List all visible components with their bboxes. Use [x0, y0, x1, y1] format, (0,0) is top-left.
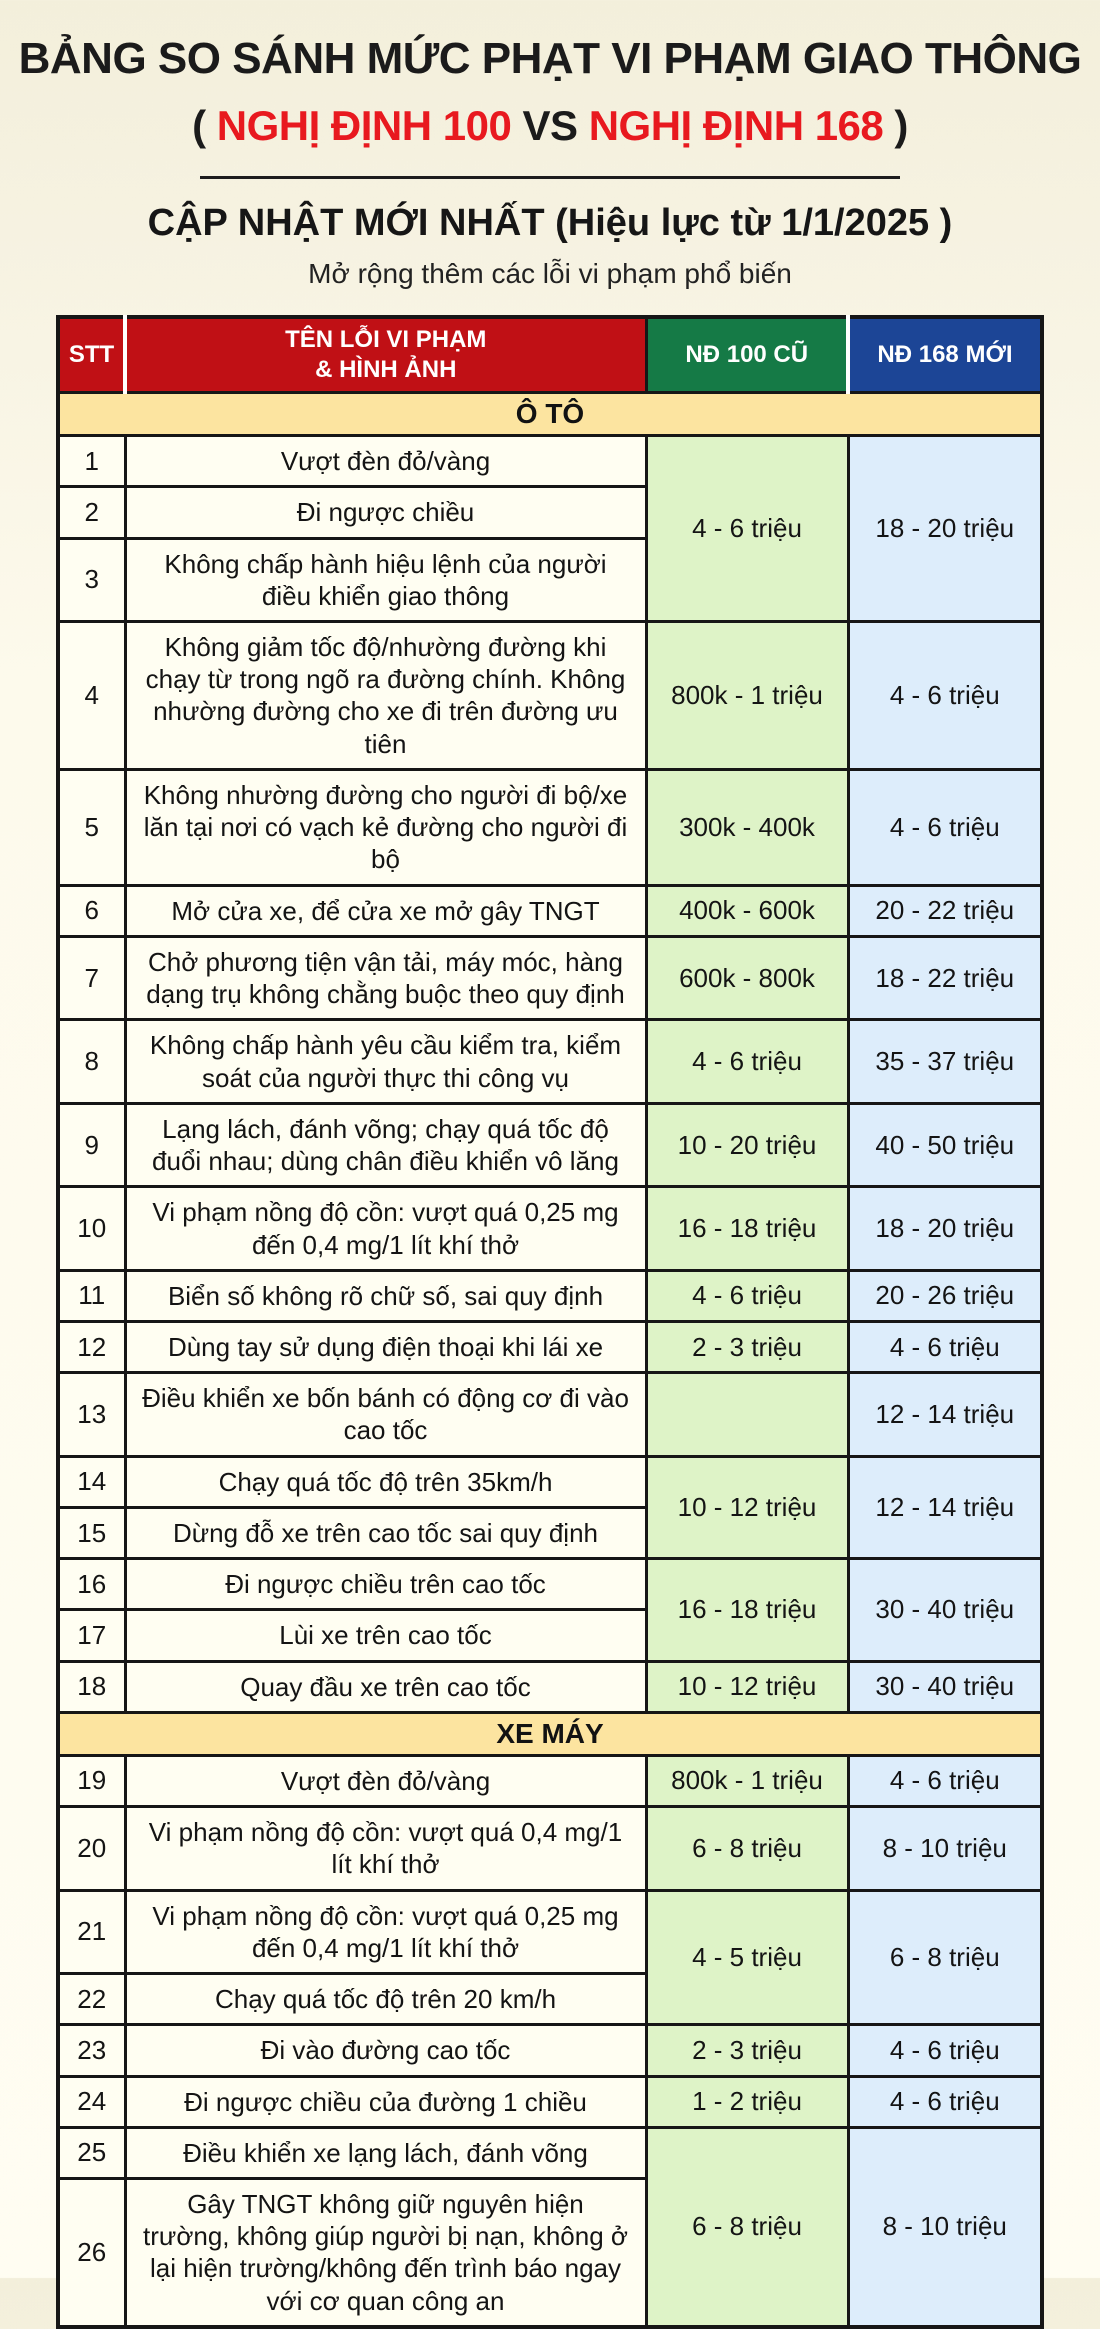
violation-name: Vi phạm nồng độ cồn: vượt quá 0,25 mg đến 0,4 mg/1 lít khí thở — [125, 1187, 646, 1270]
violation-name: Gây TNGT không giữ nguyên hiện trường, không giúp người bị nạn, không ở lại hiện trường/không đến trình báo ngay với cơ quan công an — [125, 2178, 646, 2326]
update-title: CẬP NHẬT MỚI NHẤT (Hiệu lực từ 1/1/2025 ) — [147, 201, 953, 244]
row-number: 17 — [58, 1610, 125, 1661]
table-row — [58, 769, 1042, 885]
fine-nd168: 18 - 20 triệu — [848, 436, 1042, 622]
table-row — [58, 436, 1042, 487]
table-row — [58, 1807, 1042, 1890]
table-body — [58, 393, 1042, 2327]
fine-nd168: 20 - 26 triệu — [848, 1270, 1042, 1321]
col-header-stt: STT — [58, 317, 125, 393]
violation-name: Không chấp hành hiệu lệnh của người điều khiển giao thông — [125, 538, 646, 621]
fine-nd168: 4 - 6 triệu — [848, 2076, 1042, 2127]
fine-nd100: 1 - 2 triệu — [646, 2076, 848, 2127]
row-number: 18 — [58, 1661, 125, 1712]
fine-nd100: 400k - 600k — [646, 885, 848, 936]
fine-nd168: 18 - 20 triệu — [848, 1187, 1042, 1270]
row-number: 16 — [58, 1559, 125, 1610]
violation-name: Chạy quá tốc độ trên 20 km/h — [125, 1974, 646, 2025]
section-row — [58, 1712, 1042, 1755]
decree-168-label: NGHỊ ĐỊNH 168 — [588, 102, 884, 150]
row-number: 13 — [58, 1373, 125, 1456]
fine-nd168: 4 - 6 triệu — [848, 2025, 1042, 2076]
row-number: 9 — [58, 1103, 125, 1186]
row-number: 19 — [58, 1755, 125, 1806]
section-row — [58, 393, 1042, 436]
row-number: 2 — [58, 487, 125, 538]
vs-label: VS — [511, 102, 589, 150]
violation-name: Vi phạm nồng độ cồn: vượt quá 0,25 mg đến 0,4 mg/1 lít khí thở — [125, 1890, 646, 1973]
col-header-nd168: NĐ 168 MỚI — [848, 317, 1042, 393]
violation-name: Không giảm tốc độ/nhường đường khi chạy từ trong ngõ ra đường chính. Không nhường đường cho xe đi trên đường ưu tiên — [125, 622, 646, 770]
violation-name: Đi ngược chiều — [125, 487, 646, 538]
row-number: 20 — [58, 1807, 125, 1890]
title-block — [0, 0, 1100, 293]
decree-100-label: NGHỊ ĐỊNH 100 — [216, 102, 512, 150]
violation-name: Đi ngược chiều trên cao tốc — [125, 1559, 646, 1610]
col-header-nd100: NĐ 100 CŨ — [646, 317, 848, 393]
fine-nd168: 12 - 14 triệu — [848, 1373, 1042, 1456]
fine-nd100: 6 - 8 triệu — [646, 2127, 848, 2327]
table-row — [58, 1321, 1042, 1372]
table-row — [58, 1559, 1042, 1610]
section-label: Ô TÔ — [58, 393, 1042, 436]
violation-name: Không chấp hành yêu cầu kiểm tra, kiểm soát của người thực thi công vụ — [125, 1020, 646, 1103]
violation-name: Biển số không rõ chữ số, sai quy định — [125, 1270, 646, 1321]
table-row — [58, 1456, 1042, 1507]
fine-nd100: 6 - 8 triệu — [646, 1807, 848, 1890]
fine-nd100: 300k - 400k — [646, 769, 848, 885]
fine-nd100: 16 - 18 triệu — [646, 1187, 848, 1270]
table-row — [58, 2025, 1042, 2076]
header-row — [58, 317, 1042, 393]
violation-name: Chở phương tiện vận tải, máy móc, hàng dạng trụ không chằng buộc theo quy định — [125, 936, 646, 1019]
paren-close: ) — [883, 102, 908, 150]
row-number: 8 — [58, 1020, 125, 1103]
row-number: 15 — [58, 1507, 125, 1558]
fine-nd100 — [646, 1373, 848, 1456]
row-number: 10 — [58, 1187, 125, 1270]
row-number: 1 — [58, 436, 125, 487]
fine-nd100: 4 - 6 triệu — [646, 1020, 848, 1103]
table-row — [58, 936, 1042, 1019]
divider-line — [200, 176, 900, 179]
fine-nd100: 16 - 18 triệu — [646, 1559, 848, 1661]
row-number: 3 — [58, 538, 125, 621]
fine-nd100: 600k - 800k — [646, 936, 848, 1019]
fine-nd168: 4 - 6 triệu — [848, 769, 1042, 885]
fine-nd168: 20 - 22 triệu — [848, 885, 1042, 936]
violation-name: Vượt đèn đỏ/vàng — [125, 1755, 646, 1806]
fine-nd168: 30 - 40 triệu — [848, 1559, 1042, 1661]
fine-nd100: 10 - 12 triệu — [646, 1456, 848, 1558]
fine-nd168: 8 - 10 triệu — [848, 1807, 1042, 1890]
violation-name: Quay đầu xe trên cao tốc — [125, 1661, 646, 1712]
row-number: 23 — [58, 2025, 125, 2076]
fines-comparison-table — [56, 315, 1044, 2329]
fine-nd168: 4 - 6 triệu — [848, 622, 1042, 770]
table-row — [58, 885, 1042, 936]
violation-name: Dừng đỗ xe trên cao tốc sai quy định — [125, 1507, 646, 1558]
violation-name: Lạng lách, đánh võng; chạy quá tốc độ đuổi nhau; dùng chân điều khiển vô lăng — [125, 1103, 646, 1186]
table-row — [58, 622, 1042, 770]
table-row — [58, 2076, 1042, 2127]
violation-name: Dùng tay sử dụng điện thoại khi lái xe — [125, 1321, 646, 1372]
table-row — [58, 1270, 1042, 1321]
row-number: 5 — [58, 769, 125, 885]
fine-nd100: 4 - 5 triệu — [646, 1890, 848, 2025]
fine-nd168: 12 - 14 triệu — [848, 1456, 1042, 1558]
fine-nd100: 2 - 3 triệu — [646, 2025, 848, 2076]
table-row — [58, 1020, 1042, 1103]
violation-name: Điều khiển xe lạng lách, đánh võng — [125, 2127, 646, 2178]
page-title: BẢNG SO SÁNH MỨC PHẠT VI PHẠM GIAO THÔNG — [18, 34, 1082, 83]
row-number: 25 — [58, 2127, 125, 2178]
paren-open: ( — [192, 102, 217, 150]
fine-nd168: 18 - 22 triệu — [848, 936, 1042, 1019]
row-number: 4 — [58, 622, 125, 770]
table-row — [58, 1103, 1042, 1186]
col-header-violation-line2: & HÌNH ẢNH — [315, 355, 457, 383]
section-label: XE MÁY — [58, 1712, 1042, 1755]
fine-nd100: 10 - 12 triệu — [646, 1661, 848, 1712]
row-number: 21 — [58, 1890, 125, 1973]
table-row — [58, 1755, 1042, 1806]
fine-nd168: 8 - 10 triệu — [848, 2127, 1042, 2327]
table-row — [58, 1890, 1042, 1973]
fine-nd100: 4 - 6 triệu — [646, 436, 848, 622]
fine-nd100: 800k - 1 triệu — [646, 1755, 848, 1806]
violation-name: Điều khiển xe bốn bánh có động cơ đi vào cao tốc — [125, 1373, 646, 1456]
row-number: 26 — [58, 2178, 125, 2326]
col-header-violation — [125, 317, 646, 393]
fine-nd100: 800k - 1 triệu — [646, 622, 848, 770]
fine-nd100: 2 - 3 triệu — [646, 1321, 848, 1372]
col-header-violation-line1: TÊN LỖI VI PHẠM — [285, 325, 487, 353]
row-number: 24 — [58, 2076, 125, 2127]
row-number: 11 — [58, 1270, 125, 1321]
fine-nd168: 6 - 8 triệu — [848, 1890, 1042, 2025]
fine-nd168: 35 - 37 triệu — [848, 1020, 1042, 1103]
violation-name: Vượt đèn đỏ/vàng — [125, 436, 646, 487]
page-subtitle-decrees — [0, 99, 1100, 154]
table-row — [58, 1661, 1042, 1712]
violation-name: Đi vào đường cao tốc — [125, 2025, 646, 2076]
violation-name: Mở cửa xe, để cửa xe mở gây TNGT — [125, 885, 646, 936]
fine-nd168: 40 - 50 triệu — [848, 1103, 1042, 1186]
row-number: 14 — [58, 1456, 125, 1507]
violation-name: Lùi xe trên cao tốc — [125, 1610, 646, 1661]
fine-nd168: 30 - 40 triệu — [848, 1661, 1042, 1712]
row-number: 22 — [58, 1974, 125, 2025]
violation-name: Đi ngược chiều của đường 1 chiều — [125, 2076, 646, 2127]
fine-nd168: 4 - 6 triệu — [848, 1321, 1042, 1372]
row-number: 12 — [58, 1321, 125, 1372]
row-number: 7 — [58, 936, 125, 1019]
fine-nd168: 4 - 6 triệu — [848, 1755, 1042, 1806]
fine-nd100: 4 - 6 triệu — [646, 1270, 848, 1321]
table-row — [58, 1187, 1042, 1270]
subtitle-note: Mở rộng thêm các lỗi vi phạm phổ biến — [308, 258, 792, 290]
table-header — [58, 317, 1042, 393]
violation-name: Chạy quá tốc độ trên 35km/h — [125, 1456, 646, 1507]
table-row — [58, 1373, 1042, 1456]
fine-nd100: 10 - 20 triệu — [646, 1103, 848, 1186]
violation-name: Vi phạm nồng độ cồn: vượt quá 0,4 mg/1 lít khí thở — [125, 1807, 646, 1890]
table-row — [58, 2127, 1042, 2178]
row-number: 6 — [58, 885, 125, 936]
violation-name: Không nhường đường cho người đi bộ/xe lăn tại nơi có vạch kẻ đường cho người đi bộ — [125, 769, 646, 885]
